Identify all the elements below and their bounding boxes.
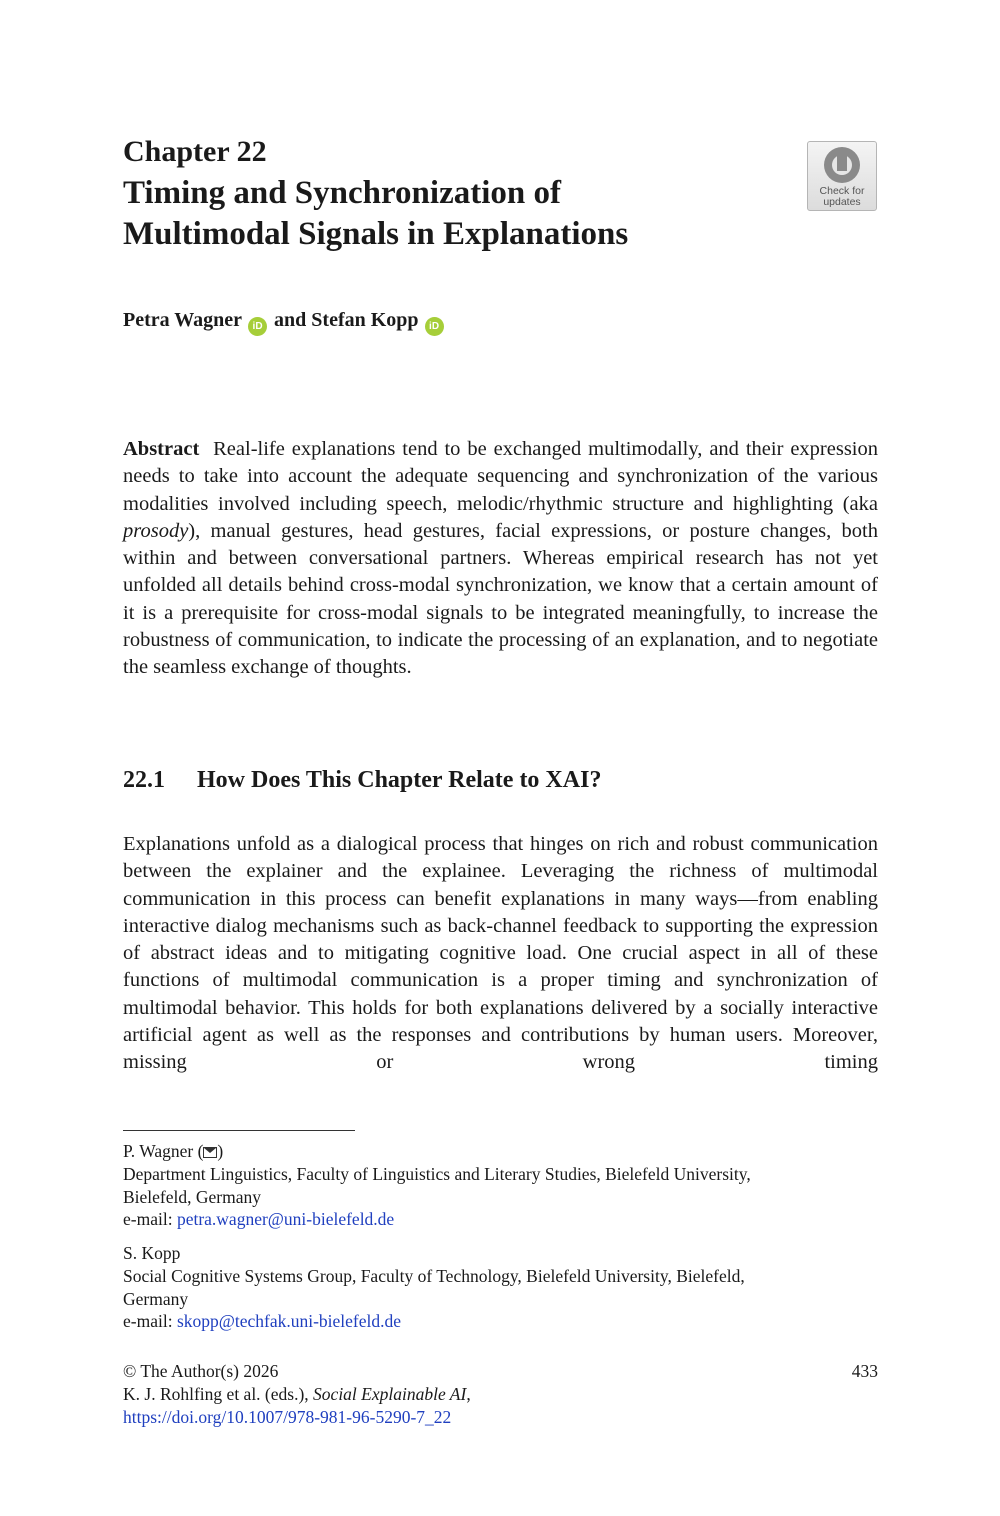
copyright-notice: © The Author(s) 2026 bbox=[123, 1361, 279, 1381]
author-conjunction: and bbox=[274, 309, 307, 331]
footnote-affiliation: Social Cognitive Systems Group, Faculty of Technology, Bielefeld University, Bielefeld, bbox=[123, 1265, 745, 1286]
footnote-divider bbox=[123, 1130, 355, 1131]
book-citation: K. J. Rohlfing et al. (eds.), Social Explainable AI, bbox=[123, 1384, 471, 1404]
doi-link[interactable]: https://doi.org/10.1007/978-981-96-5290-7_22 bbox=[123, 1407, 452, 1427]
chapter-title-line-2: Multimodal Signals in Explanations bbox=[123, 216, 629, 252]
section-heading bbox=[123, 765, 601, 795]
abstract-emphasis: prosody bbox=[123, 519, 189, 542]
orcid-icon[interactable]: iD bbox=[425, 317, 444, 336]
footnote-affiliation: Bielefeld, Germany bbox=[123, 1186, 262, 1207]
footnote-email-row: e-mail: petra.wagner@uni-bielefeld.de bbox=[123, 1209, 395, 1230]
footnote-author-2 bbox=[123, 1242, 883, 1333]
author-name: Stefan Kopp bbox=[311, 309, 419, 331]
book-title: Social Explainable AI bbox=[313, 1384, 467, 1404]
badge-line-1: Check for bbox=[819, 185, 865, 197]
footnote-name: S. Kopp bbox=[123, 1243, 181, 1263]
footnote-name: P. Wagner ( ) bbox=[123, 1141, 224, 1161]
abstract-text: ), manual gestures, head gestures, facial expressions, or posture changes, both within and between conversational partners. Whereas empirical research has not yet unfolded all details behind cross-modal synchronization, we know that a certain amount of it is a prerequisite for cross-modal signals to be integrated meaningfully, to increase the robustness of communication, to indicate the processing of an explanation, and to negotiate the seamless exchange of thoughts. bbox=[123, 519, 878, 679]
abstract bbox=[123, 436, 878, 682]
footnote-author-1 bbox=[123, 1140, 883, 1231]
chapter-title bbox=[123, 173, 763, 255]
chapter-title-line-1: Timing and Synchronization of bbox=[123, 175, 561, 211]
footnote-email-row: e-mail: skopp@techfak.uni-bielefeld.de bbox=[123, 1311, 402, 1332]
body-paragraph: Explanations unfold as a dialogical process that hinges on rich and robust communication between the explainer and the explainee. Leveraging the richness of multimodal communication in this process can benefit explanations in many ways—from enabling interactive dialog mechanisms such as back-channel feedback to supporting the expression of abstract ideas and to mitigating cognitive load. One crucial aspect in all of these functions of multimodal communication is a proper timing and synchronization of multimodal behavior. This holds for both explanations delivered by a socially interactive artificial agent as well as the responses and contributions by human users. Moreover, missing or wrong timing bbox=[123, 833, 878, 1074]
author-list bbox=[123, 307, 446, 336]
badge-line-2: updates bbox=[823, 196, 861, 208]
abstract-text: Real-life explanations tend to be exchanged multimodally, and their expression needs to take into account the adequate sequencing and synchronization of the various modalities involved including speech, melodic/rhythmic structure and highlighting (aka bbox=[123, 438, 878, 515]
page-number: 433 bbox=[851, 1361, 878, 1381]
abstract-label: Abstract bbox=[123, 438, 200, 460]
footnote-affiliation: Department Linguistics, Faculty of Linguistics and Literary Studies, Bielefeld University, bbox=[123, 1163, 751, 1184]
footnote-affiliation: Germany bbox=[123, 1288, 189, 1309]
email-link[interactable]: skopp@techfak.uni-bielefeld.de bbox=[176, 1311, 402, 1332]
chapter-label: Chapter 22 bbox=[123, 135, 267, 168]
check-for-updates-icon bbox=[824, 147, 860, 183]
email-link[interactable]: petra.wagner@uni-bielefeld.de bbox=[176, 1209, 395, 1230]
orcid-icon[interactable]: iD bbox=[248, 317, 267, 336]
section-title: How Does This Chapter Relate to XAI? bbox=[197, 767, 602, 793]
section-number: 22.1 bbox=[123, 767, 165, 793]
check-for-updates-badge[interactable] bbox=[807, 141, 877, 211]
author-name: Petra Wagner bbox=[123, 309, 243, 331]
envelope-icon bbox=[203, 1147, 217, 1158]
